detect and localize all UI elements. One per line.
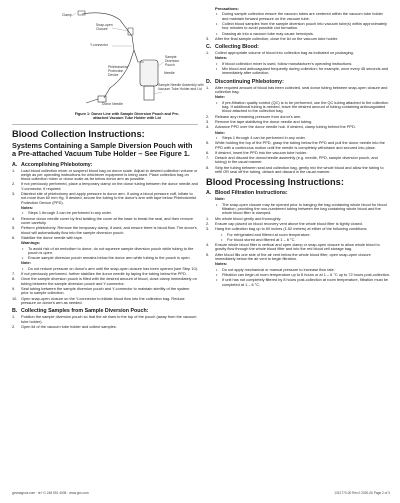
- bullet-item: • Steps 1 through 4 can be performed in any order.: [215, 136, 390, 140]
- conditions-list: [220, 233, 390, 243]
- note-item: • Do not reduce pressure on donor's arm until the snap-open closure has been opened (see Step 10).: [21, 267, 198, 271]
- list-item: 6. If desired, insert the PPD into the vacuum tube holder.: [206, 150, 308, 155]
- list-item: 5. After blood fills one side of the air vent below the whole blood filter, open snap-open closure immediately below the air vent to begin filtration.: [206, 252, 371, 262]
- bullet-item: • Ensure sample diversion pouch remains below the donor arm while tubing to the pouch is open.: [21, 256, 198, 260]
- footer-contact: gvsmagnus.com · tel +1 248 591 4008 · www.gvs.com: [12, 491, 89, 495]
- list-item: 8. Once the sample diversion pouch is filled with the desired amount of blood, close clamp immediately on tubing between the sample diversion pouch and Y-connector.: [12, 277, 197, 286]
- steps-a-list: [12, 169, 198, 205]
- notes-d1-list: [215, 101, 390, 114]
- bullet-item: • To avoid risk of air embolism to donor, do not squeeze sample diversion pouch while tubing to the pouch is open.: [21, 247, 198, 256]
- list-item: 2. Release any remaining pressure from donor's arm.: [206, 114, 302, 119]
- steps-a2-list: [12, 217, 198, 240]
- list-item: 5. While holding the top of the PPD, grasp the tubing below the PPD and pull the donor needle into the PPD with a continuous motion until the needle is completely withdrawn and secured into place.: [206, 141, 385, 150]
- steps-f-list: [206, 217, 390, 232]
- bullet-item: • The snap-open closure may be opened prior to hanging the bag containing whole blood for blood filtration, providing the non-numbered tubing between the bag containing whole blood and the whole blood filter is clamped.: [215, 203, 390, 216]
- list-item: 3. Remove the tape stabilizing the donor needle and tubing.: [206, 119, 313, 124]
- y-connector-shape: [130, 50, 138, 62]
- notes-heading: Notes:: [21, 204, 34, 210]
- list-item: 1. Position the sample diversion pouch so that the air rises to the top of the pouch (away from the vacuum tube holder).: [12, 315, 197, 324]
- figure-label-y-connector: Y-connector: [90, 43, 108, 47]
- list-item: 3. Hang the collection bag up to 60 inches (1.52 meters) at either of the following conditions:: [206, 227, 368, 232]
- list-item: 6. Stabilize the donor needle with tape.: [12, 235, 83, 240]
- processing-title: Blood Processing Instructions:: [206, 177, 344, 188]
- list-item: 2. Open lid of the vacuum tube holder and collect samples.: [12, 324, 117, 329]
- figure-label-clamp: Clamp: [62, 13, 72, 17]
- bullet-item: • For refrigerated and filtered at room temperature.: [220, 233, 390, 237]
- warnings-heading: Warnings:: [21, 240, 41, 246]
- section-d-heading: D. Discontinuing Phlebotomy:: [206, 78, 284, 85]
- note-heading: Note:: [215, 129, 226, 135]
- notes-heading: Notes:: [215, 261, 228, 267]
- collection-title: Blood Collection Instructions:: [12, 129, 145, 139]
- notes-list: [21, 211, 198, 215]
- figure-label-donor-needle: Donor Needle: [102, 102, 123, 106]
- bullet-item: • Drawing air into a vacuum tube may cause hemolysis.: [215, 32, 390, 36]
- steps-a3-list: [12, 272, 198, 305]
- figure-label-snap-open-closure: Snap-open Closure: [96, 23, 113, 31]
- figure-label-needle-assembly: Sample Needle Assembly with Vacuum Tube Holder and Lid: [158, 83, 204, 91]
- list-item: 1. After required amount of blood has been collected, seal donor tubing between snap-open closure and collection bag.: [206, 85, 388, 95]
- bullet-item: • If blood collection mixer is used, follow manufacturer's operating instructions.: [215, 62, 390, 66]
- bullet-item: • Mix blood and anticoagulant frequently during collection; for example, once every 45 seconds and immediately after collection.: [215, 67, 390, 76]
- section-c-heading: C. Collecting Blood:: [206, 44, 259, 51]
- list-item: 1. Load blood collection mixer or suspend blood bag on donor scale. Adjust to desired collection volume or weigh as per operating instructions for whichever equipment is being used. Place collection bag on blood collection mixer or donor scale as far below donor arm as possible.: [12, 168, 198, 182]
- steps-f2-list: [206, 243, 390, 261]
- list-item: 2. If not previously performed, place a temporary clamp on the donor tubing between the donor needle and Y-connector, if required.: [12, 182, 198, 191]
- list-item: 7. Detach and discard the donor/needle assembly (e.g. needle, PPD, sample diversion pouch, and tubing) in the usual manner.: [206, 156, 378, 165]
- list-item: 5. Perform phlebotomy. Remove the temporary clamp, if used, and ensure there is blood flow. The donor's blood will automatically flow into the sample diversion pouch.: [12, 226, 197, 235]
- steps-d-list: [206, 86, 390, 95]
- bullet-item: • If unit has not completely filtered by 8 hours post-collection at room temperature, filtration must be completed at 1 – 6 °C.: [215, 278, 390, 287]
- donor-needle-shape: [86, 99, 98, 103]
- note6-list: [21, 267, 198, 271]
- list-item: 7. If not previously performed, further stabilize the donor needle by taping the tubing below the PPD.: [12, 272, 187, 277]
- bullet-item: • During sample collection ensure the vacuum tubes are centered within the vacuum tube holder and maintain forward pressure on the vacuum tube.: [215, 12, 390, 21]
- list-item: 1. Collect appropriate volume of blood into collection bag as indicated on packaging.: [206, 51, 354, 56]
- y-connector-tube: [132, 36, 134, 50]
- figure-label-sample-diversion-pouch: Sample Diversion Pouch: [165, 55, 180, 67]
- bullet-item: • Collect blood samples from the sample diversion pouch into vacuum tube(s) within approximately four minutes to avoid possible clot formation.: [215, 22, 390, 31]
- sample-diversion-pouch-shape: [140, 60, 158, 86]
- vacuum-tube-holder-shape: [144, 86, 154, 100]
- note-f-list: [215, 203, 390, 216]
- note-heading: Note:: [215, 94, 226, 100]
- notes-c-list: [215, 62, 390, 76]
- list-item: 3. Disinfect site of phlebotomy and apply pressure to donor arm. If using a blood pressure cuff, inflate to not more than 60 mm Hg. If desired, secure the tubing to the donor's arm with tape below Phlebotomist Protection Device (PPD).: [12, 192, 196, 205]
- precautions-heading: Precautions:: [215, 6, 239, 11]
- bullet-item: • If pre-filtration quality control (QC) is to be performed, use the QC tubing attached to the collection bag. If additional tubing is needed, leave the desired amount of tubing containing anticoagulated blood attached to the collection bag.: [215, 101, 390, 114]
- list-item: 4. Ensure whole blood filter is vertical and open clamp or snap-open closure to allow whole blood to gravity flow through the whole blood filter and into the red blood cell storage bag.: [206, 243, 380, 252]
- warnings-list: [21, 247, 198, 261]
- footer-doc-id: 1312770-00 Rev.0 2020-06 Page 2 of 3: [334, 491, 390, 495]
- section-b-heading: B. Collecting Samples from Sample Diversion Pouch:: [12, 308, 149, 315]
- list-item: 3. After the final sample collection, close the lid on the vacuum tube holder.: [206, 36, 339, 41]
- bullet-item: • Filtration can begin at room temperature up to 8 hours or at 1 – 6 °C up to 72 hours post-collection.: [215, 273, 390, 277]
- list-item: 1. Mix whole blood gently and thoroughly.: [206, 216, 282, 221]
- bullet-item: • For blood stored and filtered at 1 – 6 °C.: [220, 238, 390, 242]
- notes-f2-list: [215, 268, 390, 287]
- list-item: 10. Open snap-open closure on the Y-connector to initiate blood flow into the collection bag. Reduce pressure on donor's arm as needed.: [12, 296, 185, 305]
- steps-d2-list: [206, 115, 390, 130]
- section-a2-heading: A. Blood Filtration Instructions:: [206, 190, 288, 197]
- steps-d3-list: [206, 141, 390, 174]
- notes-d2-list: [215, 136, 390, 140]
- bullet-item: • Do not apply mechanical or manual pressure to increase flow rate.: [215, 268, 390, 272]
- left-column: [12, 6, 204, 330]
- figure-label-needle: Needle: [164, 71, 175, 75]
- collection-subtitle: Systems Containing a Sample Diversion Pouch with a Pre-attached Vacuum Tube Holder – See Figure 1.: [12, 141, 193, 159]
- note-heading: Note:: [21, 260, 32, 266]
- note-item: • Steps 1 through 3 can be performed in any order.: [21, 211, 198, 215]
- page-footer: [12, 491, 390, 495]
- figure-1: [12, 6, 204, 125]
- list-item: 2. Ensure cap placed on blood recovery vent above the whole blood filter is tightly closed.: [206, 221, 363, 226]
- figure-label-protection-device: Phlebotomist Protection Device: [108, 65, 128, 77]
- steps-c-list: [206, 51, 390, 55]
- clamp-shape: [78, 11, 85, 15]
- list-item: 4. Remove donor needle cover by first twisting the cover at the base to break the seal, and then remove cover carefully.: [12, 216, 193, 225]
- precautions-list: [215, 12, 390, 35]
- right-column: [206, 6, 390, 288]
- notes-heading: Notes:: [215, 55, 228, 61]
- figure-caption: Figure 1: Donor Line with Sample Diversion Pouch and Pre-attached Vacuum Tube Holder with Lid: [74, 112, 180, 121]
- list-item: 9. Seal tubing between the sample diversion pouch and Y-connector to maintain sterility of the system prior to sample collection.: [12, 287, 190, 296]
- step-b3-list: [206, 37, 390, 41]
- list-item: 8. Strip the tubing between seal and collection bag, gently mix the whole blood and allow the tubing to refill OR seal off the tubing, detach and discard in the usual manner.: [206, 165, 384, 175]
- section-a-heading: A. Accomplishing Phlebotomy:: [12, 161, 93, 168]
- steps-b-list: [12, 315, 198, 329]
- note-heading: Note:: [215, 196, 226, 202]
- list-item: 4. Advance PPD over the donor needle hub. If desired, clamp tubing behind the PPD.: [206, 125, 356, 130]
